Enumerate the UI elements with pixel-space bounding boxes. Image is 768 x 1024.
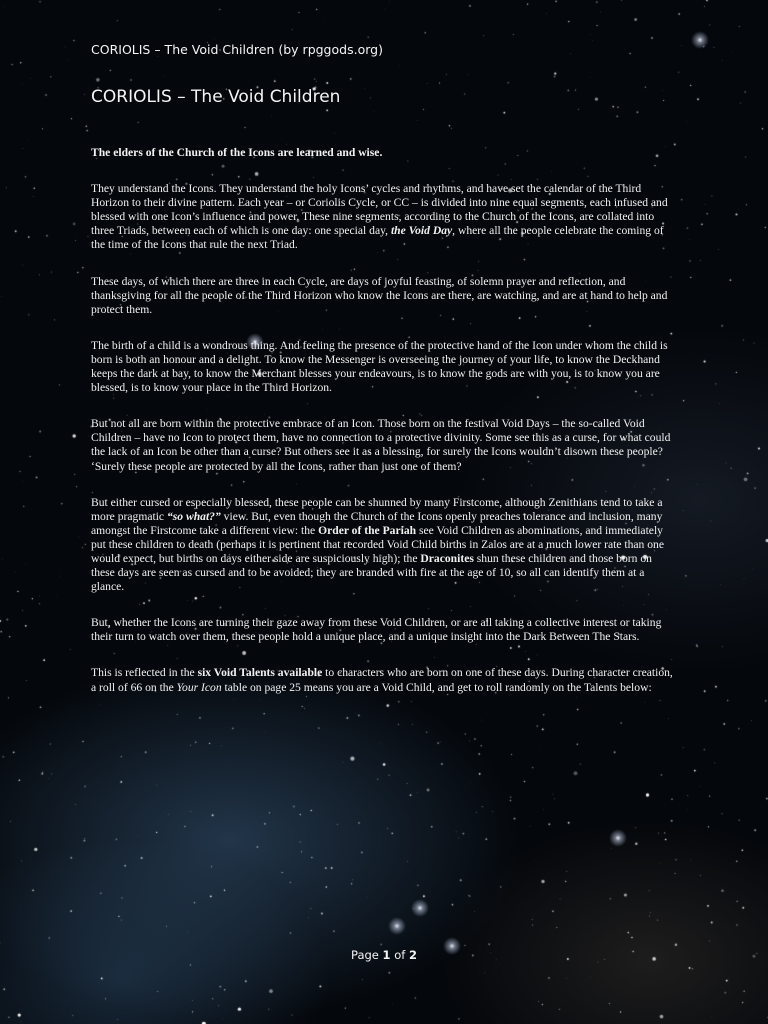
intro-bold-text: The elders of the Church of the Icons are learned and wise. <box>91 146 383 159</box>
void-day-term: the Void Day <box>390 224 453 238</box>
paragraph-intro <box>91 146 677 160</box>
page-number-current: 1 <box>382 948 391 962</box>
page-header: CORIOLIS – The Void Children (by rpggods.org) <box>91 42 383 57</box>
so-what-quote: “so what?” <box>166 509 221 523</box>
paragraph-void-children: But not all are born within the protective embrace of an Icon. Those born on the festival Void Days – the so-called Void Children – have no Icon to protect them, have no connection to a protective divinity. Some see this as a curse, for what could the lack of an Icon be other than a curse? But others see it as a blessing, for surely the Icons wouldn’t disown these people? ‘Surely these people are protected by all the Icons, rather than just one of them? <box>91 417 671 473</box>
paragraph-calendar: They understand the Icons. They understand the holy Icons’ cycles and rhythms, and have set the calendar of the Third Horizon to their divine pattern. Each year – or Coriolis Cycle, or CC – is divided into nine equal segments, each infused and blessed with one Icon’s influence and power. These nine segments, according to the Church of the Icons, are collated into three Triads, between each of which is one day: one special day, the Void Day, where all the people celebrate the coming of the time of the Icons that rule the next Triad. <box>91 182 668 252</box>
paragraph-talents: This is reflected in the six Void Talents available to characters who are born on one of these days. During character creation, a roll of 66 on the Your Icon table on page 25 means you are a Void Child, and get to roll randomly on the Talents below: <box>91 666 673 694</box>
draconites-term: Draconites <box>420 551 474 565</box>
paragraph-birth: The birth of a child is a wondrous thing. And feeling the presence of the protective hand of the Icon under whom the child is born is both an honour and a delight. To know the Messenger is overseeing the journey of your life, to know the Deckhand keeps the dark at bay, to know the Merchant blesses your endeavours, is to know the gods are with you, is to know you are blessed, is to know your place in the Third Horizon. <box>91 338 668 395</box>
page-footer: Page 1 of 2 <box>351 948 417 962</box>
page-number-total: 2 <box>408 948 417 962</box>
paragraph-unique-place: But, whether the Icons are turning their gaze away from these Void Children, or are all taking a collective interest or taking their turn to watch over them, these people hold a unique place, and a unique insight into the Dark Between The Stars. <box>91 616 662 644</box>
your-icon-table-ref: Your Icon <box>176 680 222 694</box>
paragraph-shunned: But either cursed or especially blessed, these people can be shunned by many Firstcome, although Zenithians tend to take a more pragmatic “so what?” view. But, even though the Church of the Icons openly preaches tolerance and inclusion, many amongst the Firstcome take a different view: the Order of the Pariah see Void Children as abominations, and immediately put these children to death (perhaps it is pertinent that recorded Void Child births in Zalos are at a much lower rate than one would expect, but births on days either side are suspiciously high); the Draconites shun these children and those born on these days are seen as cursed and to be avoided; they are branded with fire at the age of 10, so all can identify them at a glance. <box>91 495 664 594</box>
document-title: CORIOLIS – The Void Children <box>91 87 341 107</box>
void-talents-term: six Void Talents available <box>197 666 323 680</box>
order-of-the-pariah-term: Order of the Pariah <box>318 523 417 537</box>
paragraph-void-days: These days, of which there are three in each Cycle, are days of joyful feasting, of solemn prayer and reflection, and thanksgiving for all the people of the Third Horizon who know the Icons are there, are watching, and are at hand to help and protect them. <box>91 274 668 316</box>
document-body <box>91 146 677 717</box>
